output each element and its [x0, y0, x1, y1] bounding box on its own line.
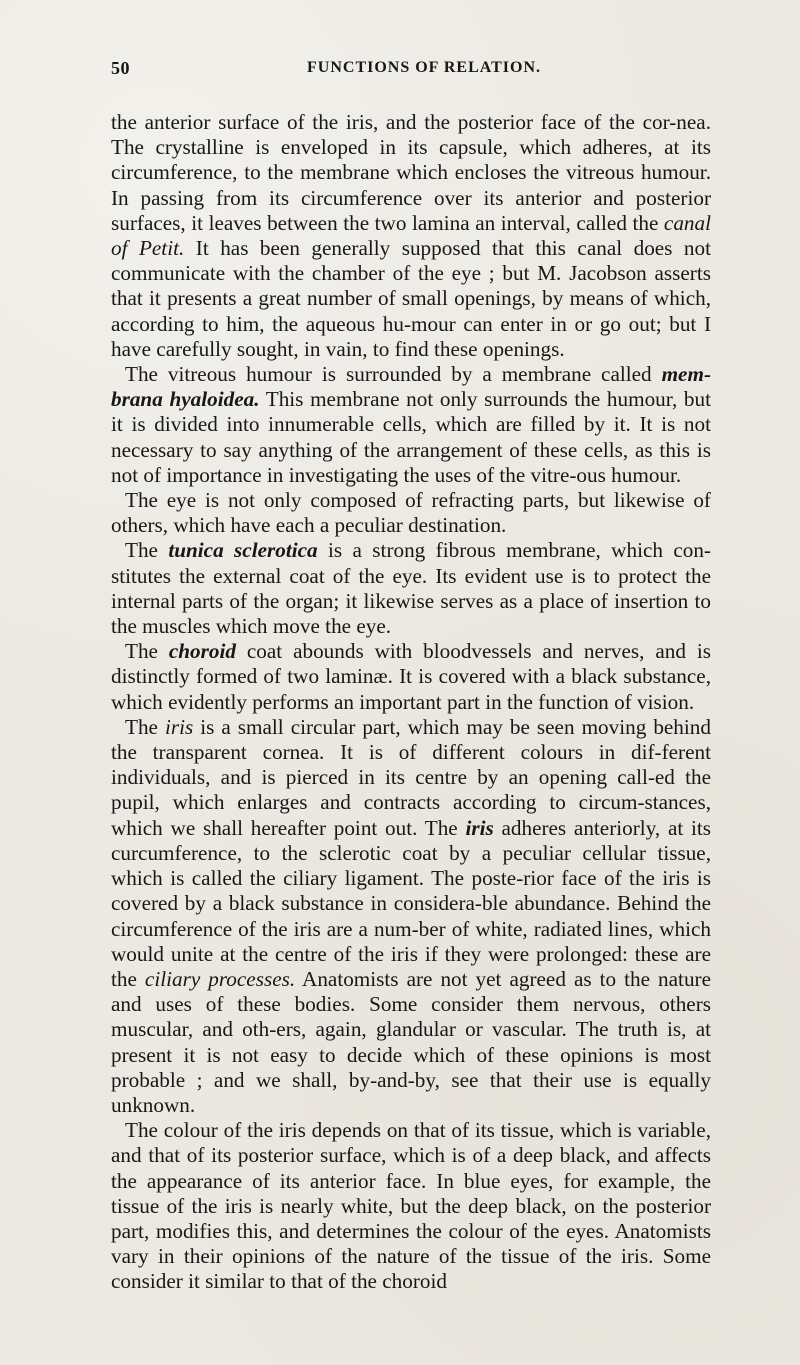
paragraph-2 — [111, 362, 711, 488]
bold-italic-term: iris — [465, 815, 494, 840]
paragraph-1 — [111, 110, 711, 362]
text-segment: It has been generally supposed that this canal does not communicate with the chamber of the eye ; but M. Jacobson asserts that it presents a great number of small openings, by means of which, according to him, the aqueous hu-mour can enter in or go out; but I have carefully sought, in vain, to find these openings. — [111, 236, 711, 361]
text-segment: Anatomists are not yet agreed as to the nature and uses of these bodies. Some consider them nervous, others muscular, and oth-ers, again, glandular or vascular. The truth is, at present it is not easy to decide which of these opinions is most probable ; and we shall, by-and-by, see that their use is equally unknown. — [111, 966, 711, 1117]
text-segment: coat abounds with bloodvessels and nerves, and is distinctly formed of two laminæ. It is covered with a black substance, which evidently performs an important part in the function of vision. — [111, 639, 711, 714]
text-segment: The colour of the iris depends on that of its tissue, which is variable, and that of its posterior surface, which is of a deep black, and affects the appearance of its anterior face. In blue eyes, for example, the tissue of the iris is nearly white, but the deep black, on the posterior part, modifies this, and determines the colour of the eyes. Anatomists vary in their opinions of the nature of the tissue of the iris. Some consider it similar to that of the choroid — [111, 1118, 711, 1294]
running-head: FUNCTIONS OF RELATION. — [307, 59, 542, 76]
text-segment: The — [125, 714, 165, 739]
page-header — [111, 58, 710, 88]
italic-term: ciliary processes. — [144, 966, 296, 991]
bold-italic-term: mem-brana hyaloidea. — [111, 362, 711, 412]
paragraph-5 — [111, 639, 711, 715]
text-segment: This membrane not only surrounds the humour, but it is divided into innumerable cells, which are filled by it. It is not necessary to say anything of the arrangement of these cells, as this is not of importance in investigating the uses of the vitre-ous humour. — [111, 387, 711, 487]
bold-italic-term: tunica sclerotica — [168, 538, 318, 563]
italic-term: iris — [164, 714, 194, 739]
text-segment: the anterior surface of the iris, and the posterior face of the cor-nea. The crystalline is enveloped in its capsule, which adheres, at its circumference, to the membrane which encloses the vitreous humour. In passing from its circumference over its anterior and posterior surfaces, it leaves between the two lamina an interval, called the — [111, 110, 711, 235]
paragraph-6 — [111, 715, 711, 1118]
text-segment: is a strong fibrous membrane, which con-stitutes the external coat of the eye. Its evident use is to protect the internal parts of the organ; it likewise serves as a place of insertion to the muscles which move the eye. — [111, 538, 711, 639]
paragraph-7 — [111, 1118, 711, 1294]
italic-term: canal of Petit. — [111, 210, 711, 261]
paragraph-3 — [111, 488, 711, 538]
text-segment: The vitreous humour is surrounded by a membrane called — [125, 362, 662, 387]
page-number: 50 — [111, 58, 130, 78]
bold-italic-term: choroid — [168, 639, 236, 664]
text-segment: The — [125, 639, 169, 664]
text-segment: adheres anteriorly, at its curcumference, to the sclerotic coat by a peculiar cellular tissue, which is called the ciliary ligament. The poste-rior face of the iris is covered by a black substance in considera-ble abundance. Behind the circumference of the iris are a num-ber of white, radiated lines, which would unite at the centre of the iris if they were prolonged: these are the — [111, 815, 712, 991]
body-text — [111, 110, 711, 1295]
paragraph-4 — [111, 538, 711, 639]
text-segment: The eye is not only composed of refracting parts, but likewise of others, which have each a peculiar destination. — [111, 488, 711, 538]
text-segment: The — [125, 538, 169, 563]
text-segment: is a small circular part, which may be seen moving behind the transparent cornea. It is of different colours in dif-ferent individuals, and is pierced in its centre by an opening call-ed the pupil, which enlarges and contracts according to circum-stances, which we shall hereafter point out. The — [111, 714, 711, 840]
